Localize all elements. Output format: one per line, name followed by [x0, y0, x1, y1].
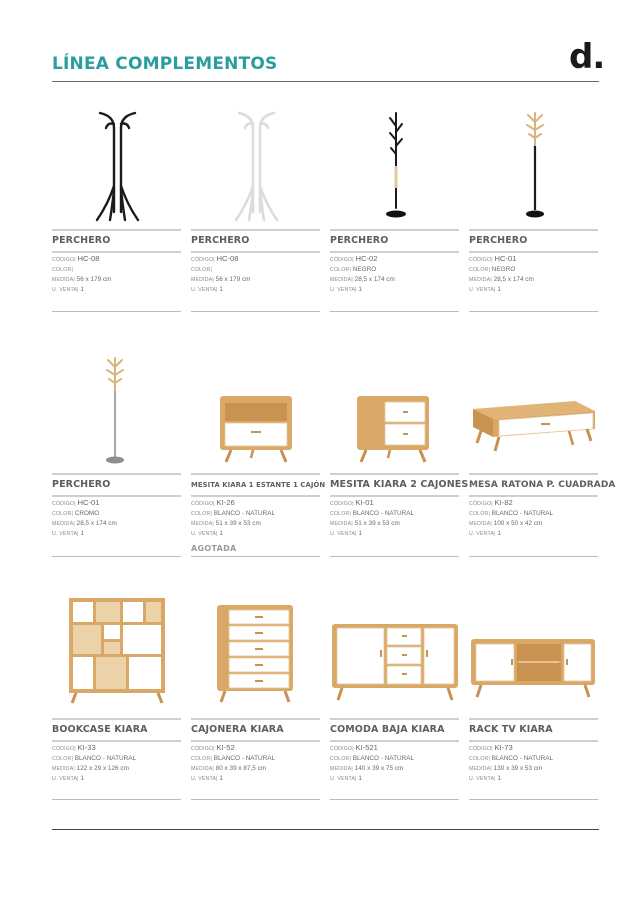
coat-stand-tree-icon — [330, 108, 461, 233]
product-specs: CÓDIGO| KI-33 COLOR| BLANCO - NATURAL MEDIDA| 122 x 29 x 126 cm U. VENTA| 1 — [52, 743, 137, 782]
product-specs: CÓDIGO| KI-82 COLOR| BLANCO - NATURAL MEDIDA| 100 x 50 x 42 cm U. VENTA| 1 — [469, 498, 554, 537]
coat-stand-chrome-icon — [52, 353, 183, 473]
product-specs: CÓDIGO| HC-08 COLOR| MEDIDA| 56 x 179 cm U. VENTA| 1 — [191, 254, 251, 293]
page-title: LÍNEA COMPLEMENTOS — [52, 54, 278, 74]
product-name: MESA RATONA P. CUADRADA — [469, 480, 616, 490]
header-divider — [52, 81, 599, 82]
footer-divider — [52, 829, 599, 830]
nightstand-drawers-icon — [330, 390, 461, 470]
coat-stand-wood-icon — [469, 108, 600, 233]
product-name: PERCHERO — [469, 235, 528, 246]
product-specs: CÓDIGO| KI-52 COLOR| BLANCO - NATURAL MEDIDA| 80 x 39 x 87,5 cm U. VENTA| 1 — [191, 743, 276, 782]
coffee-table-icon — [469, 395, 600, 465]
product-name: MESITA KIARA 1 ESTANTE 1 CAJÓN — [191, 481, 326, 489]
brand-logo: d. — [569, 37, 605, 77]
product-name: MESITA KIARA 2 CAJONES — [330, 479, 469, 490]
product-specs: CÓDIGO| HC-02 COLOR| NEGRO MEDIDA| 28,5 x 174 cm U. VENTA| 1 — [330, 254, 395, 293]
product-name: PERCHERO — [52, 235, 111, 246]
product-name: COMODA BAJA KIARA — [330, 724, 445, 735]
product-name: CAJONERA KIARA — [191, 724, 284, 735]
product-name: PERCHERO — [52, 479, 111, 490]
product-name: BOOKCASE KIARA — [52, 724, 148, 735]
product-specs: CÓDIGO| HC-08 COLOR| MEDIDA| 56 x 179 cm U. VENTA| 1 — [52, 254, 112, 293]
nightstand-shelf-icon — [191, 390, 322, 470]
bookcase-icon — [52, 595, 183, 710]
coat-rack-white-icon — [191, 108, 322, 233]
tv-rack-icon — [469, 635, 600, 710]
product-name: PERCHERO — [330, 235, 389, 246]
product-name: RACK TV KIARA — [469, 724, 553, 735]
product-specs: CÓDIGO| KI-26 COLOR| BLANCO - NATURAL MEDIDA| 51 x 39 x 53 cm U. VENTA| 1 — [191, 498, 276, 537]
chest-of-drawers-icon — [191, 602, 322, 710]
product-specs: CÓDIGO| KI-01 COLOR| BLANCO - NATURAL MEDIDA| 51 x 39 x 53 cm U. VENTA| 1 — [330, 498, 415, 537]
status-badge: AGOTADA — [191, 544, 237, 553]
product-specs: CÓDIGO| HC-01 COLOR| NEGRO MEDIDA| 28,5 x 174 cm U. VENTA| 1 — [469, 254, 534, 293]
sideboard-icon — [330, 620, 461, 710]
product-specs: CÓDIGO| HC-01 COLOR| CROMO MEDIDA| 28,5 x 174 cm U. VENTA| 1 — [52, 498, 117, 537]
product-specs: CÓDIGO| KI-521 COLOR| BLANCO - NATURAL MEDIDA| 140 x 39 x 75 cm U. VENTA| 1 — [330, 743, 415, 782]
product-name: PERCHERO — [191, 235, 250, 246]
coat-rack-black-icon — [52, 108, 183, 233]
product-specs: CÓDIGO| KI-73 COLOR| BLANCO - NATURAL MEDIDA| 130 x 39 x 53 cm U. VENTA| 1 — [469, 743, 554, 782]
